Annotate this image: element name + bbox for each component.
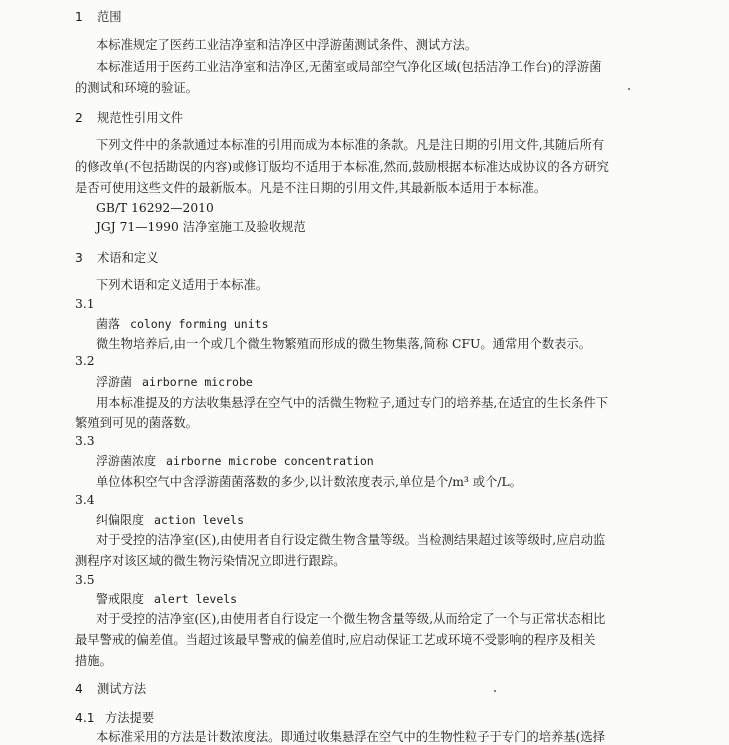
term-3-2-english: airborne microbe [142,375,253,389]
term-3-1-heading [96,316,269,332]
term-3-2-heading [96,374,253,390]
term-3-2-definition-line-1: 用本标准提及的方法收集悬浮在空气中的活微生物粒子,通过专门的培养基,在适宜的生长条件下 [96,396,608,410]
term-3-2-number: 3.2 [75,354,95,368]
term-3-5-chinese: 警戒限度 [96,592,145,606]
section-4-title: 测试方法 [97,682,147,696]
term-3-5-definition-line-3: 措施。 [75,654,112,668]
section-1-heading [75,9,122,25]
section-2-para-line-1: 下列文件中的条款通过本标准的引用而成为本标准的条款。凡是注日期的引用文件,其随后所有 [96,138,605,152]
section-2-para-line-2: 的修改单(不包括勘误的内容)或修订版均不适用于本标准,然而,鼓励根据本标准达成协议的各方研究 [75,160,609,174]
term-3-1-chinese: 菌落 [96,317,121,331]
section-1-para-2-line-2: 的测试和环境的验证。 [75,81,198,95]
section-4-heading [75,681,146,697]
section-1-para-1: 本标准规定了医药工业洁净室和洁净区中浮游菌测试条件、测试方法。 [96,38,478,52]
scan-speck [494,690,496,692]
term-3-5-definition-line-1: 对于受控的洁净室(区),由使用者自行设定一个微生物含量等级,从而给定了一个与正常状态相比 [96,612,606,626]
subsection-4-1-para-line-1: 本标准采用的方法是计数浓度法。即通过收集悬浮在空气中的生物性粒子于专门的培养基(选择 [96,730,605,744]
term-3-4-english: action levels [154,513,245,527]
subsection-4-1-number: 4.1 [75,711,95,725]
section-2-title: 规范性引用文件 [97,111,184,125]
section-3-number: 3 [75,251,83,265]
term-3-4-definition-line-2: 测程序对该区域的微生物污染情况立即进行跟踪。 [75,554,346,568]
term-3-3-english: airborne microbe concentration [166,454,374,468]
term-3-3-chinese: 浮游菌浓度 [96,454,157,468]
section-3-title: 术语和定义 [97,251,159,265]
term-3-1-english: colony forming units [130,317,269,331]
scan-speck [628,88,630,90]
section-2-number: 2 [75,111,83,125]
term-3-5-heading [96,591,237,607]
section-2-para-line-3: 是否可使用这些文件的最新版本。凡是不注日期的引用文件,其最新版本适用于本标准。 [75,181,547,195]
section-1-para-2-line-1: 本标准适用于医药工业洁净室和洁净区,无菌室或局部空气净化区域(包括洁净工作台)的浮游菌 [96,60,602,74]
section-2-heading [75,110,183,126]
section-3-heading [75,250,159,266]
section-4-number: 4 [75,682,83,696]
term-3-2-definition-line-2: 繁殖到可见的菌落数。 [75,416,198,430]
term-3-4-definition-line-1: 对于受控的洁净室(区),由使用者自行设定微生物含量等级。当检测结果超过该等级时,应启动监 [96,533,606,547]
term-3-1-definition: 微生物培养后,由一个或几个微生物繁殖而形成的微生物集落,简称 CFU。通常用个数表示。 [96,337,592,351]
term-3-1-number: 3.1 [75,297,95,311]
section-1-number: 1 [75,10,83,24]
term-3-3-definition: 单位体积空气中含浮游菌菌落数的多少,以计数浓度表示,单位是个/m³ 或个/L。 [96,475,522,489]
subsection-4-1-heading [75,710,154,726]
term-3-4-number: 3.4 [75,493,95,507]
term-3-3-number: 3.3 [75,434,95,448]
term-3-2-chinese: 浮游菌 [96,375,133,389]
term-3-5-definition-line-2: 最早警戒的偏差值。当超过该最早警戒的偏差值时,应启动保证工艺或环境不受影响的程序及相关 [75,633,596,647]
term-3-5-english: alert levels [154,592,238,606]
section-3-intro: 下列术语和定义适用于本标准。 [96,278,269,292]
reference-jgj-71: JGJ 71—1990 洁净室施工及验收规范 [96,220,306,234]
section-1-title: 范围 [97,10,122,24]
term-3-5-number: 3.5 [75,573,95,587]
reference-gb-t-16292: GB/T 16292—2010 [96,201,214,215]
term-3-3-heading [96,453,374,469]
term-3-4-heading [96,512,244,528]
subsection-4-1-title: 方法提要 [105,711,155,725]
term-3-4-chinese: 纠偏限度 [96,513,145,527]
